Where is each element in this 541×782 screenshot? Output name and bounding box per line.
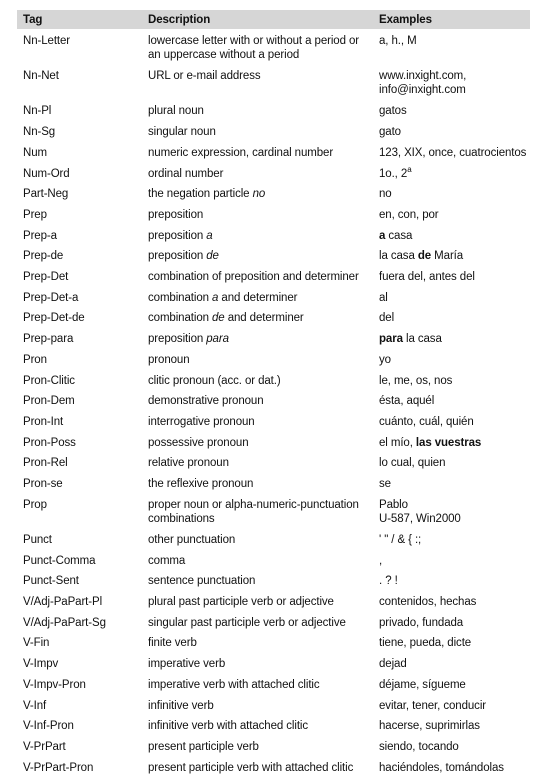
tag-cell: Punct: [23, 533, 52, 546]
tag-cell: V-Impv: [23, 658, 59, 671]
examples-cell: [379, 270, 529, 284]
tag-cell: Pron-Int: [23, 415, 64, 428]
tag-cell: V/Adj-PaPart-Sg: [23, 616, 106, 629]
tag-cell: Prep-Det-de: [23, 312, 85, 325]
example-line: al: [379, 291, 388, 304]
example-line: ' " / & { :;: [379, 533, 422, 546]
examples-cell: [379, 477, 529, 491]
table-header: [17, 10, 530, 29]
description-cell: [148, 394, 373, 408]
example-line: en, con, por: [379, 208, 439, 221]
examples-cell: [379, 104, 529, 118]
description-line: finite verb: [148, 637, 197, 650]
description-line: imperative verb: [148, 658, 226, 671]
description-line: an uppercase without a period: [148, 49, 300, 61]
example-line: evitar, tener, conducir: [379, 699, 487, 712]
description-cell: [148, 125, 373, 139]
description-cell: [148, 657, 373, 671]
description-line: the negation particle no: [148, 188, 266, 201]
tag-cell: Nn-Pl: [23, 105, 52, 118]
examples-cell: [379, 616, 529, 630]
tag-cell: Nn-Letter: [23, 35, 71, 47]
tag-cell: Pron-Rel: [23, 457, 68, 470]
examples-cell: [379, 699, 529, 713]
description-cell: [148, 554, 373, 568]
tag-cell: Punct-Comma: [23, 554, 96, 567]
examples-cell: [379, 740, 529, 754]
example-line: no: [379, 188, 392, 201]
example-line: cuánto, cuál, quién: [379, 415, 474, 428]
tag-cell: Pron-Clitic: [23, 374, 75, 387]
description-cell: [148, 595, 373, 609]
description-cell: [148, 249, 373, 263]
examples-cell: [379, 374, 529, 388]
examples-cell: [379, 146, 529, 160]
description-line: combination a and determiner: [148, 291, 298, 304]
description-cell: [148, 616, 373, 630]
description-line: preposition a: [148, 229, 213, 242]
description-line: singular noun: [148, 126, 216, 139]
examples-cell: [379, 125, 529, 139]
description-cell: [148, 187, 373, 201]
description-line: infinitive verb: [148, 699, 214, 712]
examples-cell: [379, 554, 529, 568]
examples-cell: [379, 164, 529, 181]
tag-cell: V-PrPart: [23, 740, 66, 753]
examples-cell: [379, 311, 529, 325]
example-line: a casa: [379, 229, 413, 242]
description-cell: [148, 229, 373, 243]
description-line: clitic pronoun (acc. or dat.): [148, 374, 281, 387]
description-cell: [148, 332, 373, 346]
description-cell: [148, 498, 373, 526]
description-line: URL or e-mail address: [148, 70, 261, 83]
example-line: Pablo: [379, 498, 408, 511]
tag-cell: Pron-se: [23, 478, 63, 490]
description-cell: [148, 34, 373, 62]
description-cell: [148, 415, 373, 429]
tag-cell: Prep-a: [23, 229, 57, 242]
examples-cell: [379, 498, 529, 526]
description-line: ordinal number: [148, 167, 224, 180]
tag-cell: Nn-Sg: [23, 126, 56, 139]
description-cell: [148, 146, 373, 160]
description-line: the reflexive pronoun: [148, 478, 254, 490]
description-line: preposition de: [148, 250, 219, 263]
example-line: lo cual, quien: [379, 457, 446, 470]
description-line: comma: [148, 554, 186, 567]
description-line: preposition para: [148, 333, 229, 346]
example-line: www.inxight.com,: [379, 70, 467, 83]
description-line: singular past participle verb or adjective: [148, 616, 346, 629]
examples-cell: [379, 533, 529, 547]
description-cell: [148, 533, 373, 547]
description-cell: [148, 69, 373, 83]
description-cell: [148, 636, 373, 650]
tag-cell: V-Impv-Pron: [23, 678, 86, 691]
tag-cell: V-PrPart-Pron: [23, 761, 94, 774]
description-cell: [148, 311, 373, 325]
tag-cell: V-Inf: [23, 699, 47, 712]
example-line: a, h., M: [379, 35, 417, 47]
tag-cell: V-Fin: [23, 637, 50, 650]
example-line: el mío, las vuestras: [379, 436, 482, 449]
examples-cell: [379, 34, 529, 48]
example-line: ,: [379, 554, 383, 567]
description-cell: [148, 719, 373, 733]
description-cell: [148, 761, 373, 775]
examples-cell: [379, 353, 529, 367]
example-line: gatos: [379, 105, 407, 118]
examples-cell: [379, 436, 529, 450]
tag-cell: Num: [23, 146, 47, 159]
description-cell: [148, 104, 373, 118]
example-line: 1o., 2$^a$: [379, 164, 412, 180]
description-line: present participle verb: [148, 740, 259, 753]
tag-cell: Prep-Det-a: [23, 291, 79, 304]
example-line: fuera del, antes del: [379, 271, 475, 283]
example-line: ésta, aquél: [379, 395, 435, 408]
examples-cell: [379, 69, 529, 97]
description-line: relative pronoun: [148, 457, 229, 470]
examples-cell: [379, 678, 529, 692]
description-line: possessive pronoun: [148, 436, 249, 449]
description-cell: [148, 208, 373, 222]
examples-cell: [379, 208, 529, 222]
example-line: la casa de María: [379, 250, 464, 263]
tag-cell: Num-Ord: [23, 167, 70, 180]
description-cell: [148, 291, 373, 305]
tag-cell: Punct-Sent: [23, 575, 79, 588]
description-line: preposition: [148, 208, 204, 221]
examples-cell: [379, 595, 529, 609]
description-line: combinations: [148, 512, 215, 525]
header-description: Description: [148, 14, 211, 26]
examples-cell: [379, 636, 529, 650]
examples-cell: [379, 761, 529, 775]
tag-cell: V/Adj-PaPart-Pl: [23, 596, 103, 608]
example-line: del: [379, 312, 395, 325]
example-line: privado, fundada: [379, 616, 464, 629]
description-line: combination of preposition and determiner: [148, 271, 359, 283]
tag-cell: Nn-Net: [23, 70, 59, 83]
description-line: plural past participle verb or adjective: [148, 596, 334, 608]
description-cell: [148, 740, 373, 754]
examples-cell: [379, 332, 529, 346]
description-cell: [148, 456, 373, 470]
tag-cell: Prep-para: [23, 333, 74, 346]
example-line: se: [379, 478, 391, 490]
example-line: hacerse, suprimirlas: [379, 720, 480, 733]
description-line: lowercase letter with or without a period or: [148, 35, 360, 47]
description-line: present participle verb with attached clitic: [148, 761, 354, 774]
examples-cell: [379, 187, 529, 201]
header-tag: Tag: [23, 14, 43, 26]
description-line: combination de and determiner: [148, 312, 304, 325]
description-cell: [148, 699, 373, 713]
example-line: 123, XIX, once, cuatrocientos: [379, 146, 527, 159]
description-line: proper noun or alpha-numeric-punctuation: [148, 498, 359, 511]
examples-cell: [379, 394, 529, 408]
example-line: haciéndoles, tomándolas: [379, 761, 504, 774]
description-cell: [148, 167, 373, 181]
header-examples: Examples: [379, 14, 432, 26]
examples-cell: [379, 574, 529, 588]
tag-cell: Pron-Dem: [23, 395, 75, 408]
example-line: siendo, tocando: [379, 740, 459, 753]
tag-cell: Prop: [23, 498, 47, 511]
example-line: gato: [379, 126, 401, 139]
tag-cell: Pron: [23, 353, 47, 366]
examples-cell: [379, 657, 529, 671]
example-line: . ? !: [379, 575, 398, 588]
example-line: U-587, Win2000: [379, 512, 461, 525]
example-line: info@inxight.com: [379, 84, 466, 97]
description-line: imperative verb with attached clitic: [148, 678, 320, 691]
tag-cell: Prep-Det: [23, 271, 69, 283]
description-cell: [148, 436, 373, 450]
description-line: demonstrative pronoun: [148, 395, 264, 408]
description-cell: [148, 678, 373, 692]
examples-cell: [379, 229, 529, 243]
description-line: other punctuation: [148, 533, 236, 546]
example-line: contenidos, hechas: [379, 596, 477, 608]
description-line: infinitive verb with attached clitic: [148, 720, 309, 733]
description-line: pronoun: [148, 353, 190, 366]
description-line: interrogative pronoun: [148, 415, 255, 428]
tag-cell: Pron-Poss: [23, 436, 76, 449]
description-line: numeric expression, cardinal number: [148, 146, 334, 159]
example-line: para la casa: [379, 333, 442, 346]
tag-cell: V-Inf-Pron: [23, 720, 74, 733]
description-cell: [148, 353, 373, 367]
description-cell: [148, 270, 373, 284]
examples-cell: [379, 456, 529, 470]
description-cell: [148, 574, 373, 588]
examples-cell: [379, 291, 529, 305]
example-line: dejad: [379, 658, 407, 671]
examples-cell: [379, 249, 529, 263]
example-line: yo: [379, 353, 391, 366]
description-cell: [148, 477, 373, 491]
description-cell: [148, 374, 373, 388]
example-line: déjame, sígueme: [379, 678, 466, 691]
tag-cell: Prep: [23, 208, 47, 221]
example-line: tiene, pueda, dicte: [379, 637, 472, 650]
example-line: le, me, os, nos: [379, 374, 453, 387]
description-line: sentence punctuation: [148, 575, 256, 588]
description-line: plural noun: [148, 105, 204, 118]
tag-cell: Prep-de: [23, 250, 64, 263]
tag-cell: Part-Neg: [23, 188, 69, 201]
examples-cell: [379, 719, 529, 733]
examples-cell: [379, 415, 529, 429]
